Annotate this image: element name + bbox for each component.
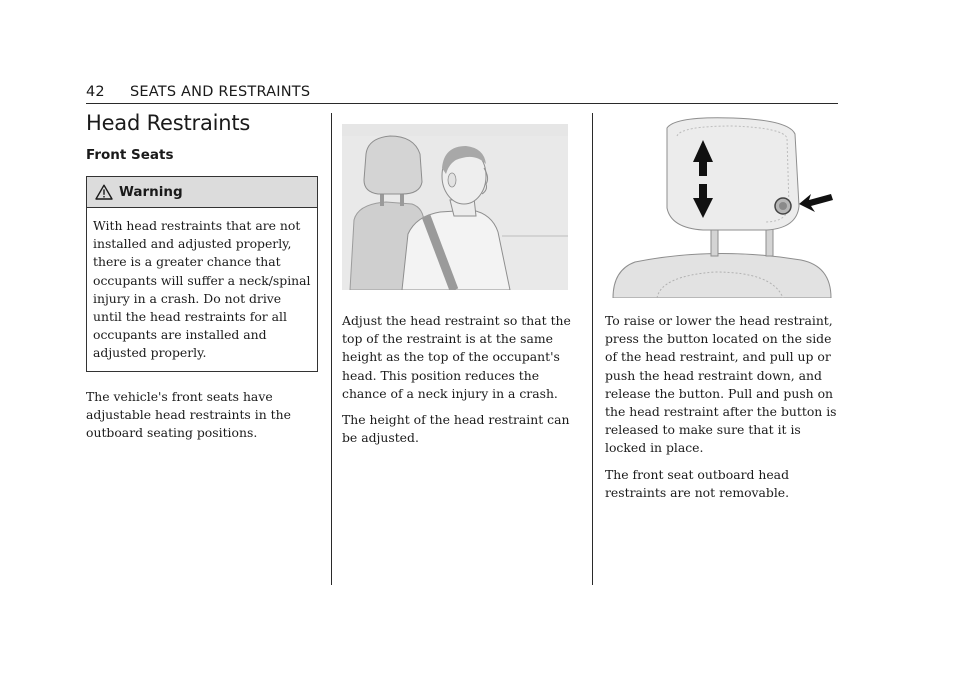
column-3 — [605, 114, 839, 510]
page-title: Head Restraints — [86, 111, 251, 135]
header-rule — [86, 103, 838, 104]
section-subtitle: Front Seats — [86, 147, 174, 163]
occupant-head-restraint-illustration — [342, 124, 568, 290]
body-paragraph: The front seat outboard head restraints are not removable. — [605, 466, 790, 500]
warning-header — [87, 177, 317, 208]
warning-text: With head restraints that are not installed and adjusted properly, there is a greater chance that occupants will suffer a neck/spinal injury in a crash. Do not drive until the head restraints for all occupants are installed and adjusted properly. — [93, 218, 311, 361]
warning-triangle-icon — [95, 184, 113, 200]
warning-box — [86, 176, 318, 372]
column-2 — [342, 124, 574, 455]
column-divider-1 — [331, 113, 332, 585]
body-paragraph: Adjust the head restraint so that the top of the restraint is at the same height as the top of the occupant's head. This position reduces the chance of a neck injury in a crash. — [342, 313, 571, 401]
body-paragraph: The vehicle's front seats have adjustable head restraints in the outboard seating positions. — [86, 388, 291, 441]
section-title: SEATS AND RESTRAINTS — [130, 84, 311, 100]
column-1 — [86, 110, 318, 450]
head-restraint-adjust-illustration — [605, 114, 839, 298]
column-divider-2 — [592, 113, 593, 585]
body-paragraph: To raise or lower the head restraint, press the button located on the side of the head restraint, and pull up or push the head restraint down, and release the button. Pull and push on the head restraint after the button is released to make sure that it is locked in place. — [605, 313, 837, 456]
page-number: 42 — [86, 84, 105, 100]
body-paragraph: The height of the head restraint can be adjusted. — [342, 412, 570, 446]
warning-label: Warning — [119, 184, 183, 200]
page-header — [86, 84, 838, 100]
